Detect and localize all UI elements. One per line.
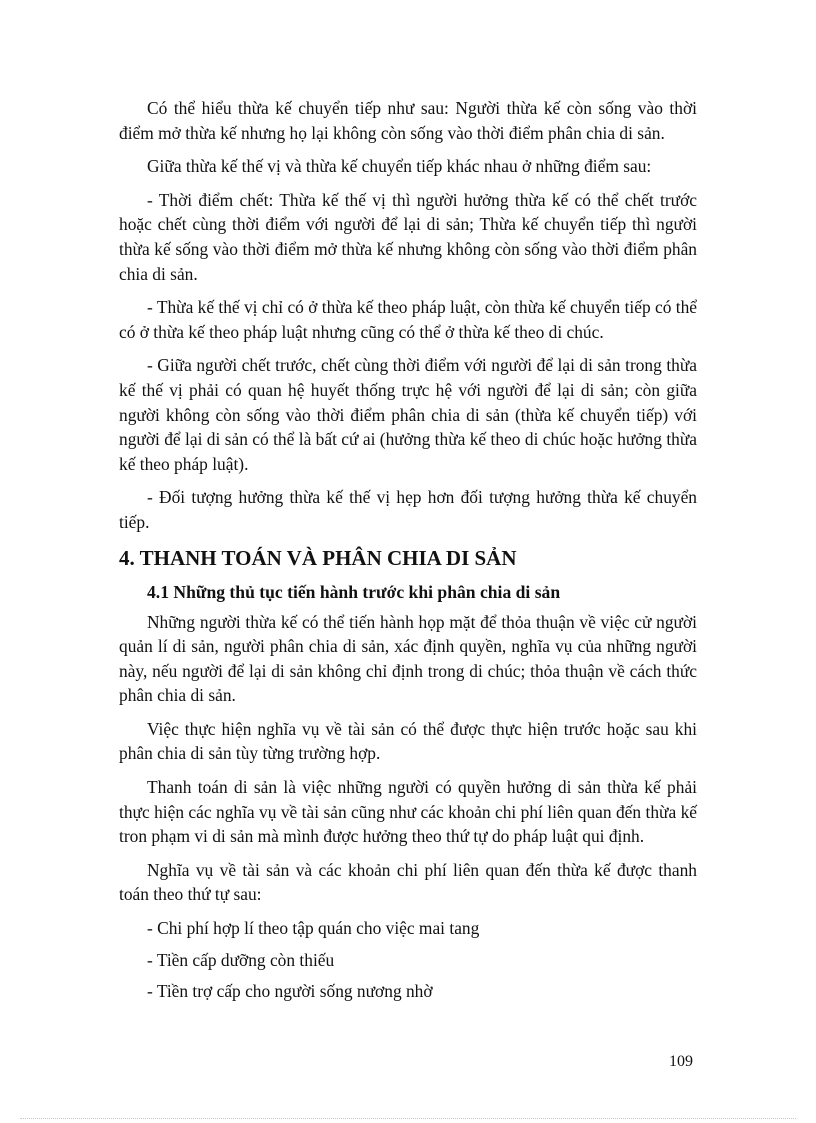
paragraph-settlement: Thanh toán di sản là việc những người có quyền hưởng di sản thừa kế phải thực hiện các nghĩa vụ về tài sản cũng như các khoản chi phí liên quan đến thừa kế tron phạm vi di sản mà mình được hưởng theo thứ tự do pháp luật qui định. — [119, 777, 697, 847]
bottom-divider — [20, 1118, 796, 1119]
paragraph-relationship: - Giữa người chết trước, chết cùng thời điểm với người để lại di sản trong thừa kế thế vị phải có quan hệ huyết thống trực hệ với người để lại di sản; còn giữa người không còn sống vào thời điểm phân chia di sản (thừa kế chuyển tiếp) với người để lại di sản có thể là bất cứ ai (hưởng thừa kế theo di chúc hoặc hưởng thừa kế theo pháp luật). — [119, 355, 697, 474]
page-body — [119, 96, 697, 1011]
paragraph-agreement: Những người thừa kế có thể tiến hành họp mặt để thỏa thuận về việc cử người quản lí di sản, người phân chia di sản, xác định quyền, nghĩa vụ của những người này, nếu người để lại di sản không chỉ định trong di chúc; thỏa thuận về cách thức phân chia di sản. — [119, 611, 697, 706]
paragraph-order-intro: Nghĩa vụ về tài sản và các khoản chi phí liên quan đến thừa kế được thanh toán theo thứ tự sau: — [119, 859, 697, 905]
paragraph-time-of-death: - Thời điểm chết: Thừa kế thế vị thì người hưởng thừa kế có thể chết trước hoặc chết cùng thời điểm với người để lại di sản; Thừa kế chuyển tiếp thì người thừa kế sống vào thời điểm mở thừa kế nhưng không còn sống vào thời điểm phân chia di sản. — [119, 189, 697, 284]
section-heading: 4. THANH TOÁN VÀ PHÂN CHIA DI SẢN — [119, 545, 517, 570]
page-number: 109 — [669, 1053, 693, 1070]
subsection-heading: 4.1 Những thủ tục tiến hành trước khi phân chia di sản — [147, 581, 561, 602]
list-item: - Tiền cấp dưỡng còn thiếu — [147, 949, 335, 970]
paragraph-differences-intro: Giữa thừa kế thế vị và thừa kế chuyển tiếp khác nhau ở những điểm sau: — [147, 156, 652, 177]
paragraph-law-vs-will: - Thừa kế thế vị chỉ có ở thừa kế theo pháp luật, còn thừa kế chuyển tiếp có thể có ở thừa kế theo pháp luật nhưng cũng có thể ở thừa kế theo di chúc. — [119, 297, 697, 342]
list-item: - Tiền trợ cấp cho người sống nương nhờ — [147, 981, 433, 1002]
paragraph-definition: Có thể hiểu thừa kế chuyển tiếp như sau: Người thừa kế còn sống vào thời điểm mở thừa kế nhưng họ lại không còn sống vào thời điểm phân chia di sản. — [119, 98, 697, 143]
list-item: - Chi phí hợp lí theo tập quán cho việc mai tang — [147, 918, 480, 939]
paragraph-obligations: Việc thực hiện nghĩa vụ về tài sản có thể được thực hiện trước hoặc sau khi phân chia di sản tùy từng trường hợp. — [119, 718, 697, 764]
paragraph-scope: - Đối tượng hưởng thừa kế thế vị hẹp hơn đối tượng hưởng thừa kế chuyển tiếp. — [119, 487, 697, 532]
